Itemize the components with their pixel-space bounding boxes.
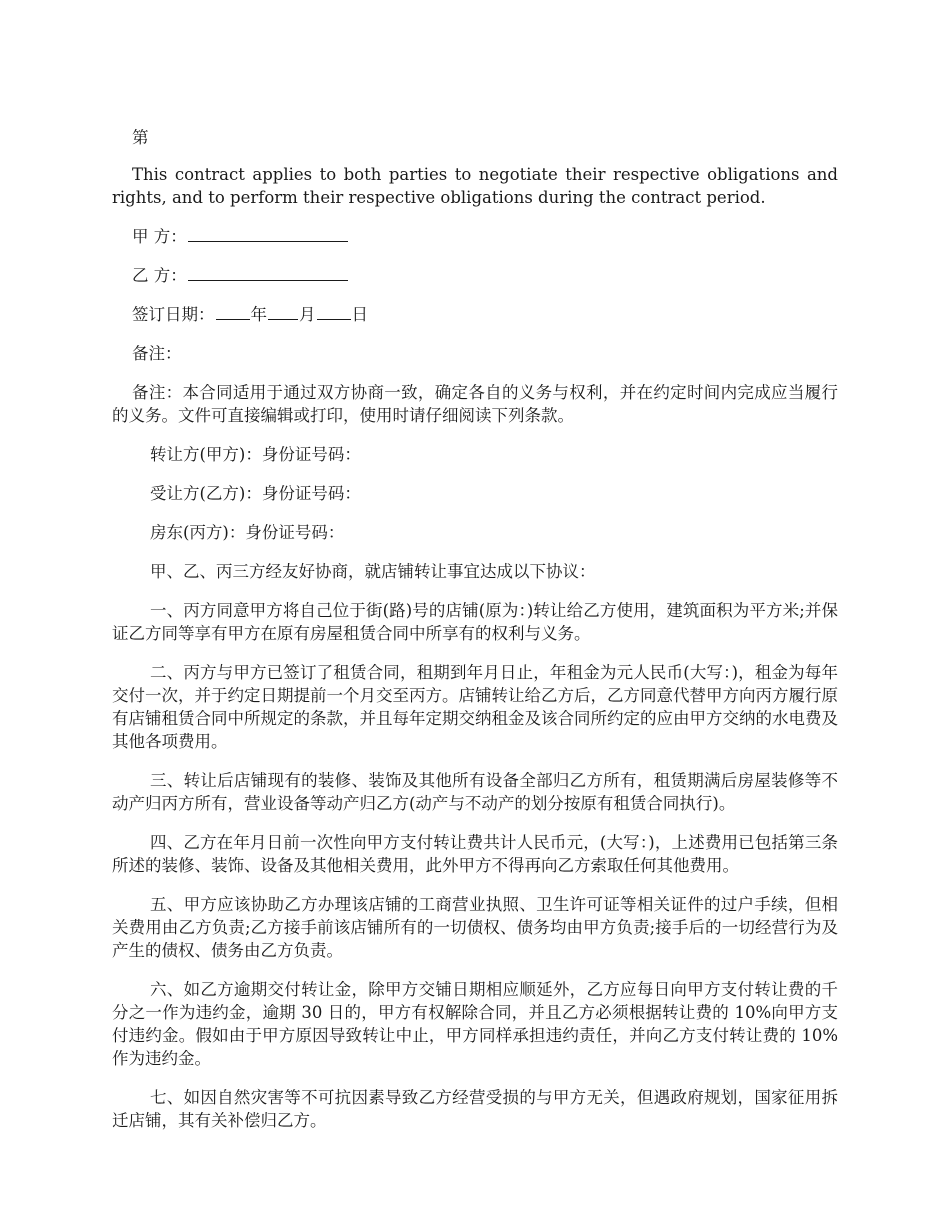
party-b-blank — [188, 264, 348, 281]
clause-3: 三、转让后店铺现有的装修、装饰及其他所有设备全部归乙方所有，租赁期满后房屋装修等不动产归丙方所有，营业设备等动产归乙方(动产与不动产的划分按原有租赁合同执行)。 — [112, 771, 838, 813]
transferor-line: 转让方(甲方)：身份证号码： — [150, 445, 361, 464]
party-a-label: 甲 方： — [132, 227, 187, 246]
party-a-blank — [188, 225, 348, 242]
clause-6: 六、如乙方逾期交付转让金，除甲方交铺日期相应顺延外，乙方应每日向甲方支付转让费的千分之一作为违约金，逾期 30 日的，甲方有权解除合同，并且乙方必须根据转让费的 10%向甲方支付违约金。假如由于甲方原因导致转让中止，甲方同样承担违约责任，并向乙方支付转让费的 10%作为违约金。 — [112, 980, 838, 1068]
clause-4: 四、乙方在年月日前一次性向甲方支付转让费共计人民币元，(大写：)，上述费用已包括第三条所述的装修、装饰、设备及其他相关费用，此外甲方不得再向乙方索取任何其他费用。 — [112, 833, 838, 875]
sign-date-label: 签订日期： — [132, 305, 215, 324]
month-blank — [268, 303, 298, 320]
intro-paragraph: This contract applies to both parties to negotiate their respective obligations and rights, and to perform their respective obligations during the contract period. — [112, 165, 838, 207]
day-label: 日 — [351, 305, 368, 324]
clause-5: 五、甲方应该协助乙方办理该店铺的工商营业执照、卫生许可证等相关证件的过户手续，但相关费用由乙方负责;乙方接手前该店铺所有的一切债权、债务均由甲方负责;接手后的一切经营行为及产生的债权、债务由乙方负责。 — [112, 895, 838, 960]
party-a-line — [112, 225, 838, 248]
document-page — [112, 126, 838, 1148]
clause-7: 七、如因自然灾害等不可抗因素导致乙方经营受损的与甲方无关，但遇政府规划，国家征用拆迁店铺，其有关补偿归乙方。 — [112, 1088, 838, 1130]
month-label: 月 — [299, 305, 316, 324]
party-b-line — [112, 264, 838, 287]
clause-2: 二、丙方与甲方已签订了租赁合同，租期到年月日止，年租金为元人民币(大写：)，租金为每年交付一次，并于约定日期提前一个月交至丙方。店铺转让给乙方后，乙方同意代替甲方向丙方履行原有店铺租赁合同中所规定的条款，并且每年定期交纳租金及该合同所约定的应由甲方交纳的水电费及其他各项费用。 — [112, 663, 838, 751]
clause-1: 一、丙方同意甲方将自己位于街(路)号的店铺(原为：)转让给乙方使用，建筑面积为平方米;并保证乙方同等享有甲方在原有房屋租赁合同中所享有的权利与义务。 — [112, 601, 838, 643]
transferee-line: 受让方(乙方)：身份证号码： — [150, 484, 361, 503]
remark-label: 备注： — [132, 344, 182, 363]
day-blank — [317, 303, 351, 320]
party-b-label: 乙 方： — [132, 266, 187, 285]
sign-date-line — [112, 303, 838, 326]
document-heading: 第 — [132, 128, 149, 147]
preamble-paragraph: 甲、乙、丙三方经友好协商，就店铺转让事宜达成以下协议： — [150, 562, 596, 581]
year-blank — [216, 303, 250, 320]
landlord-line: 房东(丙方)：身份证号码： — [150, 523, 345, 542]
year-label: 年 — [250, 305, 267, 324]
remark-paragraph: 备注：本合同适用于通过双方协商一致，确定各自的义务与权利，并在约定时间内完成应当履行的义务。文件可直接编辑或打印，使用时请仔细阅读下列条款。 — [112, 383, 838, 425]
